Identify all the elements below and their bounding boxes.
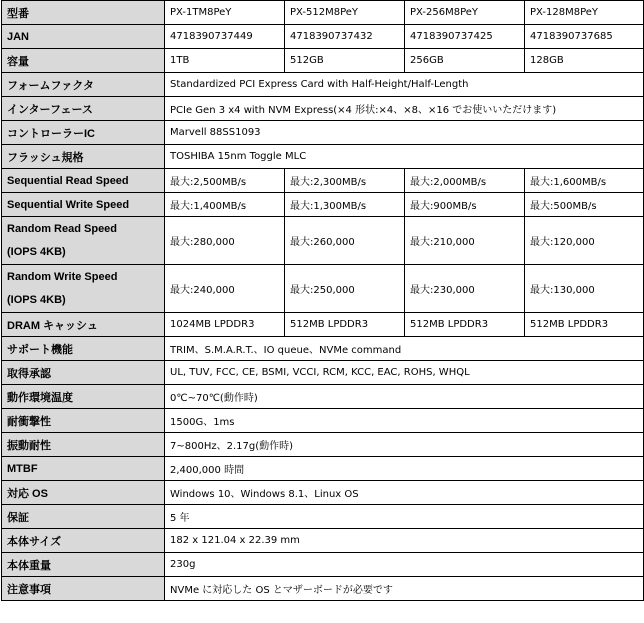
row-controller: [2, 121, 644, 145]
support-value: TRIM、S.M.A.R.T.、IO queue、NVMe command: [165, 337, 644, 361]
model-value-512gb: PX-512M8PeY: [285, 1, 405, 25]
model-value-1tb: PX-1TM8PeY: [165, 1, 285, 25]
label-warranty: 保証: [2, 505, 165, 529]
dram-value-128gb: 512MB LPDDR3: [525, 313, 644, 337]
row-notes: [2, 577, 644, 601]
weight-value: 230g: [165, 553, 644, 577]
row-os: [2, 481, 644, 505]
label-vibration: 振動耐性: [2, 433, 165, 457]
seq-read-value-1tb: 最大:2,500MB/s: [165, 169, 285, 193]
label-temp: 動作環境温度: [2, 385, 165, 409]
seq-write-value-512gb: 最大:1,300MB/s: [285, 193, 405, 217]
certs-value: UL, TUV, FCC, CE, BSMI, VCCI, RCM, KCC, EAC, ROHS, WHQL: [165, 361, 644, 385]
interface-value: PCIe Gen 3 x4 with NVM Express(×4 形状:×4、×8、×16 でお使いいただけます): [165, 97, 644, 121]
model-value-128gb: PX-128M8PeY: [525, 1, 644, 25]
row-capacity: [2, 49, 644, 73]
temp-value: 0℃~70℃(動作時): [165, 385, 644, 409]
capacity-value-128gb: 128GB: [525, 49, 644, 73]
size-value: 182 x 121.04 x 22.39 mm: [165, 529, 644, 553]
label-rand-read-line1: Random Read Speed: [7, 222, 118, 235]
rand-write-value-512gb: 最大:250,000: [285, 265, 405, 313]
label-seq-read: Sequential Read Speed: [2, 169, 165, 193]
row-flash: [2, 145, 644, 169]
rand-write-value-256gb: 最大:230,000: [405, 265, 525, 313]
label-model: 型番: [2, 1, 165, 25]
jan-value-128gb: 4718390737685: [525, 25, 644, 49]
label-jan: JAN: [2, 25, 165, 49]
label-flash: フラッシュ規格: [2, 145, 165, 169]
row-vibration: [2, 433, 644, 457]
row-shock: [2, 409, 644, 433]
label-size: 本体サイズ: [2, 529, 165, 553]
row-size: [2, 529, 644, 553]
jan-value-512gb: 4718390737432: [285, 25, 405, 49]
row-weight: [2, 553, 644, 577]
seq-write-value-256gb: 最大:900MB/s: [405, 193, 525, 217]
row-model: [2, 1, 644, 25]
row-jan: [2, 25, 644, 49]
row-rand-read: [2, 217, 644, 265]
capacity-value-1tb: 1TB: [165, 49, 285, 73]
shock-value: 1500G、1ms: [165, 409, 644, 433]
capacity-value-256gb: 256GB: [405, 49, 525, 73]
label-os: 対応 OS: [2, 481, 165, 505]
rand-read-value-128gb: 最大:120,000: [525, 217, 644, 265]
label-certs: 取得承認: [2, 361, 165, 385]
row-interface: [2, 97, 644, 121]
controller-value: Marvell 88SS1093: [165, 121, 644, 145]
row-seq-read: [2, 169, 644, 193]
warranty-value: 5 年: [165, 505, 644, 529]
jan-value-256gb: 4718390737425: [405, 25, 525, 49]
label-rand-write: [2, 265, 165, 313]
seq-read-value-512gb: 最大:2,300MB/s: [285, 169, 405, 193]
label-notes: 注意事項: [2, 577, 165, 601]
rand-write-value-1tb: 最大:240,000: [165, 265, 285, 313]
jan-value-1tb: 4718390737449: [165, 25, 285, 49]
label-seq-write: Sequential Write Speed: [2, 193, 165, 217]
label-rand-write-line2: (IOPS 4KB): [7, 293, 66, 306]
label-shock: 耐衝撃性: [2, 409, 165, 433]
rand-read-value-1tb: 最大:280,000: [165, 217, 285, 265]
rand-read-value-256gb: 最大:210,000: [405, 217, 525, 265]
row-warranty: [2, 505, 644, 529]
row-dram: [2, 313, 644, 337]
rand-read-value-512gb: 最大:260,000: [285, 217, 405, 265]
label-interface: インターフェース: [2, 97, 165, 121]
dram-value-256gb: 512MB LPDDR3: [405, 313, 525, 337]
label-controller: コントローラーIC: [2, 121, 165, 145]
model-value-256gb: PX-256M8PeY: [405, 1, 525, 25]
label-mtbf: MTBF: [2, 457, 165, 481]
seq-read-value-256gb: 最大:2,000MB/s: [405, 169, 525, 193]
seq-read-value-128gb: 最大:1,600MB/s: [525, 169, 644, 193]
rand-write-value-128gb: 最大:130,000: [525, 265, 644, 313]
spec-table: [1, 0, 644, 601]
row-temp: [2, 385, 644, 409]
label-rand-write-line1: Random Write Speed: [7, 270, 118, 283]
row-form-factor: [2, 73, 644, 97]
seq-write-value-128gb: 最大:500MB/s: [525, 193, 644, 217]
row-mtbf: [2, 457, 644, 481]
capacity-value-512gb: 512GB: [285, 49, 405, 73]
label-weight: 本体重量: [2, 553, 165, 577]
label-dram: DRAM キャッシュ: [2, 313, 165, 337]
notes-value: NVMe に対応した OS とマザーボードが必要です: [165, 577, 644, 601]
row-support: [2, 337, 644, 361]
label-capacity: 容量: [2, 49, 165, 73]
label-rand-read: [2, 217, 165, 265]
vibration-value: 7~800Hz、2.17g(動作時): [165, 433, 644, 457]
label-form-factor: フォームファクタ: [2, 73, 165, 97]
os-value: Windows 10、Windows 8.1、Linux OS: [165, 481, 644, 505]
row-rand-write: [2, 265, 644, 313]
flash-value: TOSHIBA 15nm Toggle MLC: [165, 145, 644, 169]
label-rand-read-line2: (IOPS 4KB): [7, 245, 66, 258]
seq-write-value-1tb: 最大:1,400MB/s: [165, 193, 285, 217]
mtbf-value: 2,400,000 時間: [165, 457, 644, 481]
form-factor-value: Standardized PCI Express Card with Half-Height/Half-Length: [165, 73, 644, 97]
dram-value-512gb: 512MB LPDDR3: [285, 313, 405, 337]
row-seq-write: [2, 193, 644, 217]
row-certs: [2, 361, 644, 385]
label-support: サポート機能: [2, 337, 165, 361]
dram-value-1tb: 1024MB LPDDR3: [165, 313, 285, 337]
